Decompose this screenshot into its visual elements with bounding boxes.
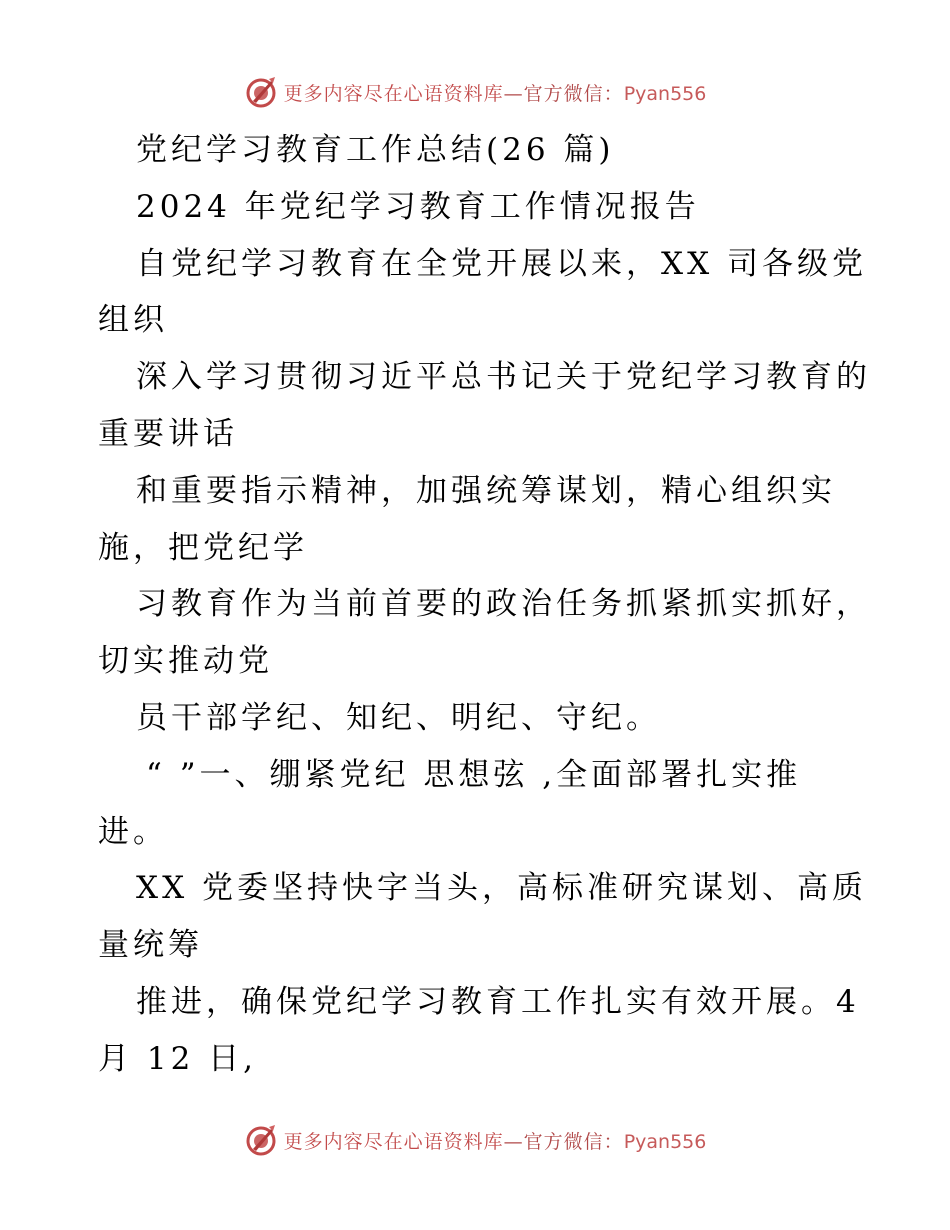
text-line: 月 12 日, xyxy=(98,1040,258,1077)
text-line: 深入学习贯彻习近平总书记关于党纪学习教育的 xyxy=(136,359,871,396)
text-line: 量统筹 xyxy=(98,927,203,964)
footer-watermark xyxy=(0,1120,950,1160)
text-line: 党纪学习教育工作总结(26 篇) xyxy=(136,132,615,168)
watermark-group xyxy=(244,75,707,109)
text-line: 自党纪学习教育在全党开展以来，XX 司各级党 xyxy=(136,245,867,282)
watermark-text: 更多内容尽在心语资料库—官方微信：Pyan556 xyxy=(283,1130,707,1153)
text-line: 组织 xyxy=(98,302,168,339)
text-line: 推进，确保党纪学习教育工作扎实有效开展。4 xyxy=(136,983,860,1020)
quill-seal-icon xyxy=(244,75,278,109)
text-line: 2024 年党纪学习教育工作情况报告 xyxy=(136,188,700,225)
text-line: “ ”一、绷紧党纪 思想弦 ,全面部署扎实推 xyxy=(146,756,802,793)
text-line: 施，把党纪学 xyxy=(98,529,308,566)
text-line: 习教育作为当前首要的政治任务抓紧抓实抓好， xyxy=(136,586,871,623)
watermark-text: 更多内容尽在心语资料库—官方微信：Pyan556 xyxy=(283,82,707,105)
header-watermark xyxy=(0,72,950,112)
text-line: 重要讲话 xyxy=(98,415,238,452)
watermark-group xyxy=(244,1123,707,1157)
text-line: 进。 xyxy=(98,813,168,850)
document-body xyxy=(98,122,871,1088)
text-line: 切实推动党 xyxy=(98,643,273,680)
text-line: XX 党委坚持快字当头，高标准研究谋划、高质 xyxy=(136,870,867,907)
quill-seal-icon xyxy=(244,1123,278,1157)
text-line: 和重要指示精神，加强统筹谋划，精心组织实 xyxy=(136,472,836,509)
text-line: 员干部学纪、知纪、明纪、守纪。 xyxy=(136,699,661,736)
